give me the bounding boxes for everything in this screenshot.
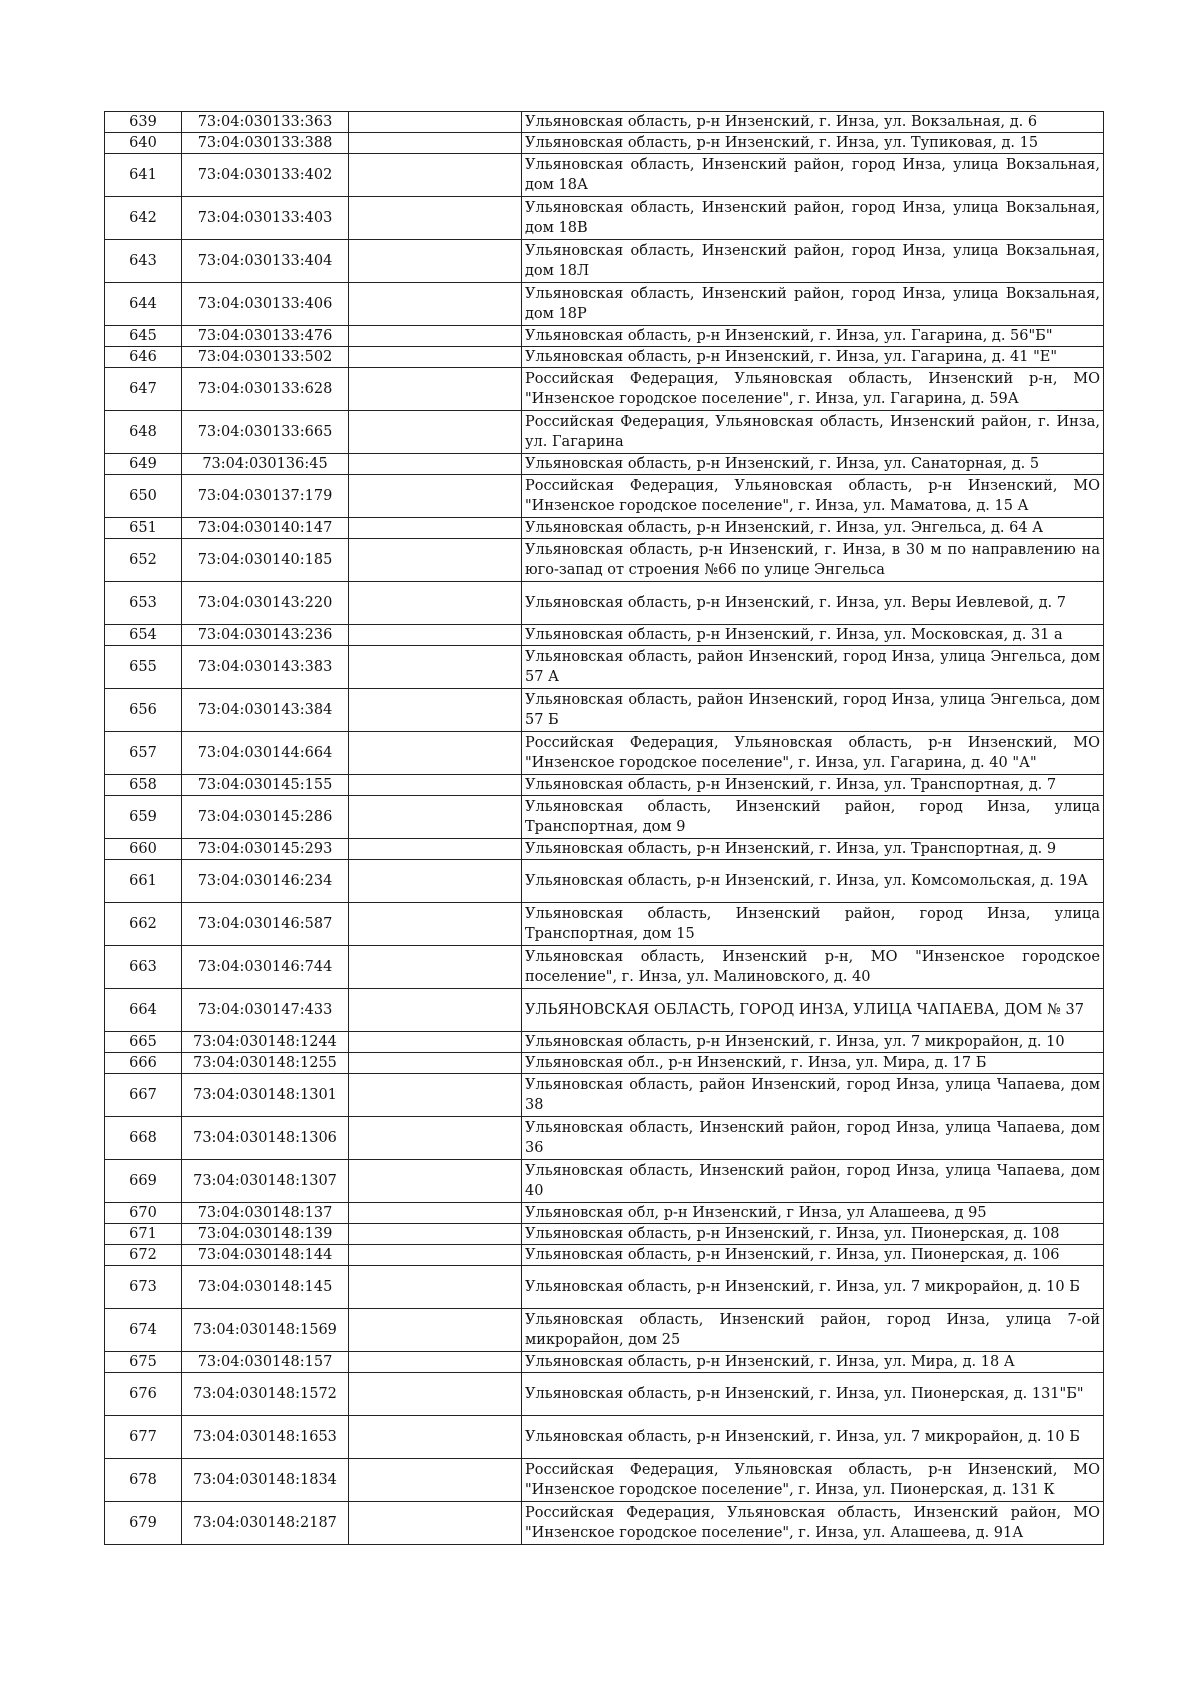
cadastral-number-cell: 73:04:030148:157 bbox=[182, 1352, 349, 1373]
empty-cell bbox=[349, 1309, 522, 1352]
table-row bbox=[105, 411, 1104, 454]
cadastral-number-cell: 73:04:030133:628 bbox=[182, 368, 349, 411]
empty-cell bbox=[349, 518, 522, 539]
row-number-cell: 651 bbox=[105, 518, 182, 539]
address-cell: Ульяновская область, р-н Инзенский, г. Инза, ул. Веры Иевлевой, д. 7 bbox=[522, 582, 1104, 625]
row-number-cell: 650 bbox=[105, 475, 182, 518]
row-number-cell: 660 bbox=[105, 839, 182, 860]
cadastral-number-cell: 73:04:030133:476 bbox=[182, 326, 349, 347]
row-number-cell: 678 bbox=[105, 1459, 182, 1502]
cadastral-number-cell: 73:04:030133:406 bbox=[182, 283, 349, 326]
address-cell: Ульяновская область, район Инзенский, город Инза, улица Чапаева, дом 38 bbox=[522, 1074, 1104, 1117]
address-cell: Российская Федерация, Ульяновская область, Инзенский р-н, МО "Инзенское городское поселение", г. Инза, ул. Гагарина, д. 59А bbox=[522, 368, 1104, 411]
address-cell: Ульяновская область, Инзенский район, город Инза, улица Вокзальная, дом 18Р bbox=[522, 283, 1104, 326]
cadastral-number-cell: 73:04:030137:179 bbox=[182, 475, 349, 518]
empty-cell bbox=[349, 839, 522, 860]
row-number-cell: 675 bbox=[105, 1352, 182, 1373]
cadastral-number-cell: 73:04:030148:1306 bbox=[182, 1117, 349, 1160]
address-cell: Ульяновская область, р-н Инзенский, г. Инза, ул. Московская, д. 31 а bbox=[522, 625, 1104, 646]
empty-cell bbox=[349, 1373, 522, 1416]
cadastral-number-cell: 73:04:030148:1834 bbox=[182, 1459, 349, 1502]
address-cell: Российская Федерация, Ульяновская область, р-н Инзенский, МО "Инзенское городское поселение", г. Инза, ул. Пионерская, д. 131 К bbox=[522, 1459, 1104, 1502]
cadastral-number-cell: 73:04:030143:236 bbox=[182, 625, 349, 646]
empty-cell bbox=[349, 1032, 522, 1053]
empty-cell bbox=[349, 1053, 522, 1074]
row-number-cell: 679 bbox=[105, 1502, 182, 1545]
cadastral-number-cell: 73:04:030148:1572 bbox=[182, 1373, 349, 1416]
row-number-cell: 674 bbox=[105, 1309, 182, 1352]
empty-cell bbox=[349, 646, 522, 689]
empty-cell bbox=[349, 1074, 522, 1117]
empty-cell bbox=[349, 112, 522, 133]
cadastral-number-cell: 73:04:030147:433 bbox=[182, 989, 349, 1032]
address-cell: Ульяновская область, р-н Инзенский, г. Инза, ул. 7 микрорайон, д. 10 bbox=[522, 1032, 1104, 1053]
address-cell: Ульяновская область, Инзенский район, город Инза, улица Транспортная, дом 15 bbox=[522, 903, 1104, 946]
row-number-cell: 657 bbox=[105, 732, 182, 775]
cadastral-number-cell: 73:04:030133:388 bbox=[182, 133, 349, 154]
empty-cell bbox=[349, 860, 522, 903]
cadastral-number-cell: 73:04:030148:1653 bbox=[182, 1416, 349, 1459]
table-row bbox=[105, 454, 1104, 475]
row-number-cell: 641 bbox=[105, 154, 182, 197]
table-row bbox=[105, 646, 1104, 689]
row-number-cell: 673 bbox=[105, 1266, 182, 1309]
table-row bbox=[105, 347, 1104, 368]
table-row bbox=[105, 197, 1104, 240]
table-row bbox=[105, 1266, 1104, 1309]
table-row bbox=[105, 112, 1104, 133]
table-row bbox=[105, 689, 1104, 732]
address-cell: Ульяновская область, р-н Инзенский, г. Инза, ул. 7 микрорайон, д. 10 Б bbox=[522, 1416, 1104, 1459]
cadastral-number-cell: 73:04:030148:1244 bbox=[182, 1032, 349, 1053]
address-cell: Ульяновская область, р-н Инзенский, г. Инза, ул. Энгельса, д. 64 А bbox=[522, 518, 1104, 539]
cadastral-number-cell: 73:04:030143:220 bbox=[182, 582, 349, 625]
row-number-cell: 655 bbox=[105, 646, 182, 689]
empty-cell bbox=[349, 1266, 522, 1309]
address-cell: Ульяновская область, р-н Инзенский, г. Инза, ул. Транспортная, д. 9 bbox=[522, 839, 1104, 860]
row-number-cell: 647 bbox=[105, 368, 182, 411]
address-cell: Ульяновская область, р-н Инзенский, г. Инза, ул. Транспортная, д. 7 bbox=[522, 775, 1104, 796]
table-row bbox=[105, 860, 1104, 903]
row-number-cell: 658 bbox=[105, 775, 182, 796]
empty-cell bbox=[349, 154, 522, 197]
empty-cell bbox=[349, 1245, 522, 1266]
cadastral-number-cell: 73:04:030146:744 bbox=[182, 946, 349, 989]
table-row bbox=[105, 946, 1104, 989]
address-cell: Ульяновская область, р-н Инзенский, г. Инза, ул. Пионерская, д. 108 bbox=[522, 1224, 1104, 1245]
table-row bbox=[105, 1459, 1104, 1502]
land-register-table bbox=[104, 111, 1104, 1545]
empty-cell bbox=[349, 283, 522, 326]
empty-cell bbox=[349, 1160, 522, 1203]
address-cell: Ульяновская область, р-н Инзенский, г. Инза, ул. 7 микрорайон, д. 10 Б bbox=[522, 1266, 1104, 1309]
row-number-cell: 668 bbox=[105, 1117, 182, 1160]
empty-cell bbox=[349, 475, 522, 518]
cadastral-number-cell: 73:04:030145:286 bbox=[182, 796, 349, 839]
table-row bbox=[105, 1309, 1104, 1352]
empty-cell bbox=[349, 411, 522, 454]
address-cell: Ульяновская область, р-н Инзенский, г. Инза, ул. Вокзальная, д. 6 bbox=[522, 112, 1104, 133]
empty-cell bbox=[349, 1459, 522, 1502]
cadastral-number-cell: 73:04:030146:234 bbox=[182, 860, 349, 903]
row-number-cell: 671 bbox=[105, 1224, 182, 1245]
address-cell: Ульяновская область, район Инзенский, город Инза, улица Энгельса, дом 57 Б bbox=[522, 689, 1104, 732]
table-row bbox=[105, 1373, 1104, 1416]
table-row bbox=[105, 240, 1104, 283]
table-row bbox=[105, 1203, 1104, 1224]
address-cell: Российская Федерация, Ульяновская область, р-н Инзенский, МО "Инзенское городское поселение", г. Инза, ул. Гагарина, д. 40 "А" bbox=[522, 732, 1104, 775]
empty-cell bbox=[349, 732, 522, 775]
address-cell: Ульяновская область, р-н Инзенский, г. Инза, ул. Мира, д. 18 А bbox=[522, 1352, 1104, 1373]
table-row bbox=[105, 1245, 1104, 1266]
address-cell: Ульяновская обл, р-н Инзенский, г Инза, ул Алашеева, д 95 bbox=[522, 1203, 1104, 1224]
row-number-cell: 662 bbox=[105, 903, 182, 946]
table-row bbox=[105, 1502, 1104, 1545]
address-cell: Ульяновская область, р-н Инзенский, г. Инза, в 30 м по направлению на юго-запад от строения №66 по улице Энгельса bbox=[522, 539, 1104, 582]
empty-cell bbox=[349, 625, 522, 646]
table-row bbox=[105, 1352, 1104, 1373]
address-cell: Ульяновская область, р-н Инзенский, г. Инза, ул. Тупиковая, д. 15 bbox=[522, 133, 1104, 154]
cadastral-number-cell: 73:04:030148:1569 bbox=[182, 1309, 349, 1352]
table-row bbox=[105, 1053, 1104, 1074]
row-number-cell: 648 bbox=[105, 411, 182, 454]
address-cell: Ульяновская область, Инзенский район, город Инза, улица Чапаева, дом 36 bbox=[522, 1117, 1104, 1160]
cadastral-number-cell: 73:04:030145:155 bbox=[182, 775, 349, 796]
empty-cell bbox=[349, 1117, 522, 1160]
empty-cell bbox=[349, 582, 522, 625]
cadastral-number-cell: 73:04:030133:502 bbox=[182, 347, 349, 368]
cadastral-number-cell: 73:04:030148:145 bbox=[182, 1266, 349, 1309]
table-row bbox=[105, 133, 1104, 154]
empty-cell bbox=[349, 903, 522, 946]
cadastral-number-cell: 73:04:030136:45 bbox=[182, 454, 349, 475]
table-row bbox=[105, 796, 1104, 839]
row-number-cell: 654 bbox=[105, 625, 182, 646]
row-number-cell: 672 bbox=[105, 1245, 182, 1266]
table-row bbox=[105, 1117, 1104, 1160]
row-number-cell: 666 bbox=[105, 1053, 182, 1074]
row-number-cell: 661 bbox=[105, 860, 182, 903]
row-number-cell: 646 bbox=[105, 347, 182, 368]
address-cell: Ульяновская обл., р-н Инзенский, г. Инза, ул. Мира, д. 17 Б bbox=[522, 1053, 1104, 1074]
address-cell: Российская Федерация, Ульяновская область, р-н Инзенский, МО "Инзенское городское поселение", г. Инза, ул. Маматова, д. 15 А bbox=[522, 475, 1104, 518]
cadastral-number-cell: 73:04:030143:384 bbox=[182, 689, 349, 732]
empty-cell bbox=[349, 1416, 522, 1459]
row-number-cell: 669 bbox=[105, 1160, 182, 1203]
empty-cell bbox=[349, 454, 522, 475]
address-cell: Ульяновская область, Инзенский район, город Инза, улица Транспортная, дом 9 bbox=[522, 796, 1104, 839]
address-cell: Российская Федерация, Ульяновская область, Инзенский район, МО "Инзенское городское поселение", г. Инза, ул. Алашеева, д. 91А bbox=[522, 1502, 1104, 1545]
address-cell: Ульяновская область, Инзенский район, город Инза, улица Вокзальная, дом 18Л bbox=[522, 240, 1104, 283]
table-row bbox=[105, 839, 1104, 860]
row-number-cell: 676 bbox=[105, 1373, 182, 1416]
table-row bbox=[105, 1032, 1104, 1053]
table-row bbox=[105, 989, 1104, 1032]
table-row bbox=[105, 903, 1104, 946]
empty-cell bbox=[349, 689, 522, 732]
row-number-cell: 649 bbox=[105, 454, 182, 475]
empty-cell bbox=[349, 133, 522, 154]
row-number-cell: 653 bbox=[105, 582, 182, 625]
empty-cell bbox=[349, 326, 522, 347]
cadastral-number-cell: 73:04:030148:1255 bbox=[182, 1053, 349, 1074]
cadastral-number-cell: 73:04:030133:404 bbox=[182, 240, 349, 283]
table-row bbox=[105, 582, 1104, 625]
row-number-cell: 639 bbox=[105, 112, 182, 133]
table-row bbox=[105, 539, 1104, 582]
empty-cell bbox=[349, 347, 522, 368]
empty-cell bbox=[349, 946, 522, 989]
empty-cell bbox=[349, 197, 522, 240]
address-cell: Ульяновская область, р-н Инзенский, г. Инза, ул. Гагарина, д. 41 "Е" bbox=[522, 347, 1104, 368]
address-cell: Ульяновская область, Инзенский район, город Инза, улица Вокзальная, дом 18А bbox=[522, 154, 1104, 197]
row-number-cell: 642 bbox=[105, 197, 182, 240]
row-number-cell: 667 bbox=[105, 1074, 182, 1117]
table-row bbox=[105, 775, 1104, 796]
address-cell: Ульяновская область, р-н Инзенский, г. Инза, ул. Гагарина, д. 56"Б" bbox=[522, 326, 1104, 347]
address-cell: Ульяновская область, р-н Инзенский, г. Инза, ул. Санаторная, д. 5 bbox=[522, 454, 1104, 475]
empty-cell bbox=[349, 989, 522, 1032]
cadastral-number-cell: 73:04:030133:403 bbox=[182, 197, 349, 240]
row-number-cell: 656 bbox=[105, 689, 182, 732]
cadastral-number-cell: 73:04:030148:137 bbox=[182, 1203, 349, 1224]
row-number-cell: 663 bbox=[105, 946, 182, 989]
empty-cell bbox=[349, 1352, 522, 1373]
empty-cell bbox=[349, 775, 522, 796]
table-body bbox=[105, 112, 1104, 1545]
row-number-cell: 640 bbox=[105, 133, 182, 154]
table-row bbox=[105, 283, 1104, 326]
table-row bbox=[105, 326, 1104, 347]
cadastral-number-cell: 73:04:030148:2187 bbox=[182, 1502, 349, 1545]
empty-cell bbox=[349, 1224, 522, 1245]
table-row bbox=[105, 1416, 1104, 1459]
cadastral-number-cell: 73:04:030148:139 bbox=[182, 1224, 349, 1245]
table-row bbox=[105, 732, 1104, 775]
cadastral-number-cell: 73:04:030140:147 bbox=[182, 518, 349, 539]
empty-cell bbox=[349, 368, 522, 411]
table-row bbox=[105, 475, 1104, 518]
row-number-cell: 665 bbox=[105, 1032, 182, 1053]
row-number-cell: 644 bbox=[105, 283, 182, 326]
row-number-cell: 652 bbox=[105, 539, 182, 582]
cadastral-number-cell: 73:04:030144:664 bbox=[182, 732, 349, 775]
table-row bbox=[105, 1074, 1104, 1117]
empty-cell bbox=[349, 796, 522, 839]
empty-cell bbox=[349, 1502, 522, 1545]
address-cell: Ульяновская область, Инзенский р-н, МО "Инзенское городское поселение", г. Инза, ул. Малиновского, д. 40 bbox=[522, 946, 1104, 989]
table-row bbox=[105, 625, 1104, 646]
empty-cell bbox=[349, 1203, 522, 1224]
table-row bbox=[105, 518, 1104, 539]
address-cell: Ульяновская область, район Инзенский, город Инза, улица Энгельса, дом 57 А bbox=[522, 646, 1104, 689]
address-cell: Ульяновская область, Инзенский район, город Инза, улица 7-ой микрорайон, дом 25 bbox=[522, 1309, 1104, 1352]
table-row bbox=[105, 154, 1104, 197]
empty-cell bbox=[349, 539, 522, 582]
row-number-cell: 677 bbox=[105, 1416, 182, 1459]
address-cell: Ульяновская область, Инзенский район, город Инза, улица Вокзальная, дом 18В bbox=[522, 197, 1104, 240]
cadastral-number-cell: 73:04:030148:1301 bbox=[182, 1074, 349, 1117]
row-number-cell: 643 bbox=[105, 240, 182, 283]
table-row bbox=[105, 1224, 1104, 1245]
cadastral-number-cell: 73:04:030145:293 bbox=[182, 839, 349, 860]
cadastral-number-cell: 73:04:030133:402 bbox=[182, 154, 349, 197]
empty-cell bbox=[349, 240, 522, 283]
address-cell: Ульяновская область, р-н Инзенский, г. Инза, ул. Комсомольская, д. 19А bbox=[522, 860, 1104, 903]
row-number-cell: 659 bbox=[105, 796, 182, 839]
cadastral-number-cell: 73:04:030140:185 bbox=[182, 539, 349, 582]
address-cell: Российская Федерация, Ульяновская область, Инзенский район, г. Инза, ул. Гагарина bbox=[522, 411, 1104, 454]
cadastral-number-cell: 73:04:030148:144 bbox=[182, 1245, 349, 1266]
address-cell: УЛЬЯНОВСКАЯ ОБЛАСТЬ, ГОРОД ИНЗА, УЛИЦА ЧАПАЕВА, ДОМ № 37 bbox=[522, 989, 1104, 1032]
row-number-cell: 670 bbox=[105, 1203, 182, 1224]
address-cell: Ульяновская область, р-н Инзенский, г. Инза, ул. Пионерская, д. 106 bbox=[522, 1245, 1104, 1266]
cadastral-number-cell: 73:04:030148:1307 bbox=[182, 1160, 349, 1203]
cadastral-number-cell: 73:04:030143:383 bbox=[182, 646, 349, 689]
address-cell: Ульяновская область, Инзенский район, город Инза, улица Чапаева, дом 40 bbox=[522, 1160, 1104, 1203]
address-cell: Ульяновская область, р-н Инзенский, г. Инза, ул. Пионерская, д. 131"Б" bbox=[522, 1373, 1104, 1416]
table-row bbox=[105, 368, 1104, 411]
cadastral-number-cell: 73:04:030133:363 bbox=[182, 112, 349, 133]
cadastral-number-cell: 73:04:030146:587 bbox=[182, 903, 349, 946]
row-number-cell: 645 bbox=[105, 326, 182, 347]
cadastral-number-cell: 73:04:030133:665 bbox=[182, 411, 349, 454]
row-number-cell: 664 bbox=[105, 989, 182, 1032]
table-row bbox=[105, 1160, 1104, 1203]
